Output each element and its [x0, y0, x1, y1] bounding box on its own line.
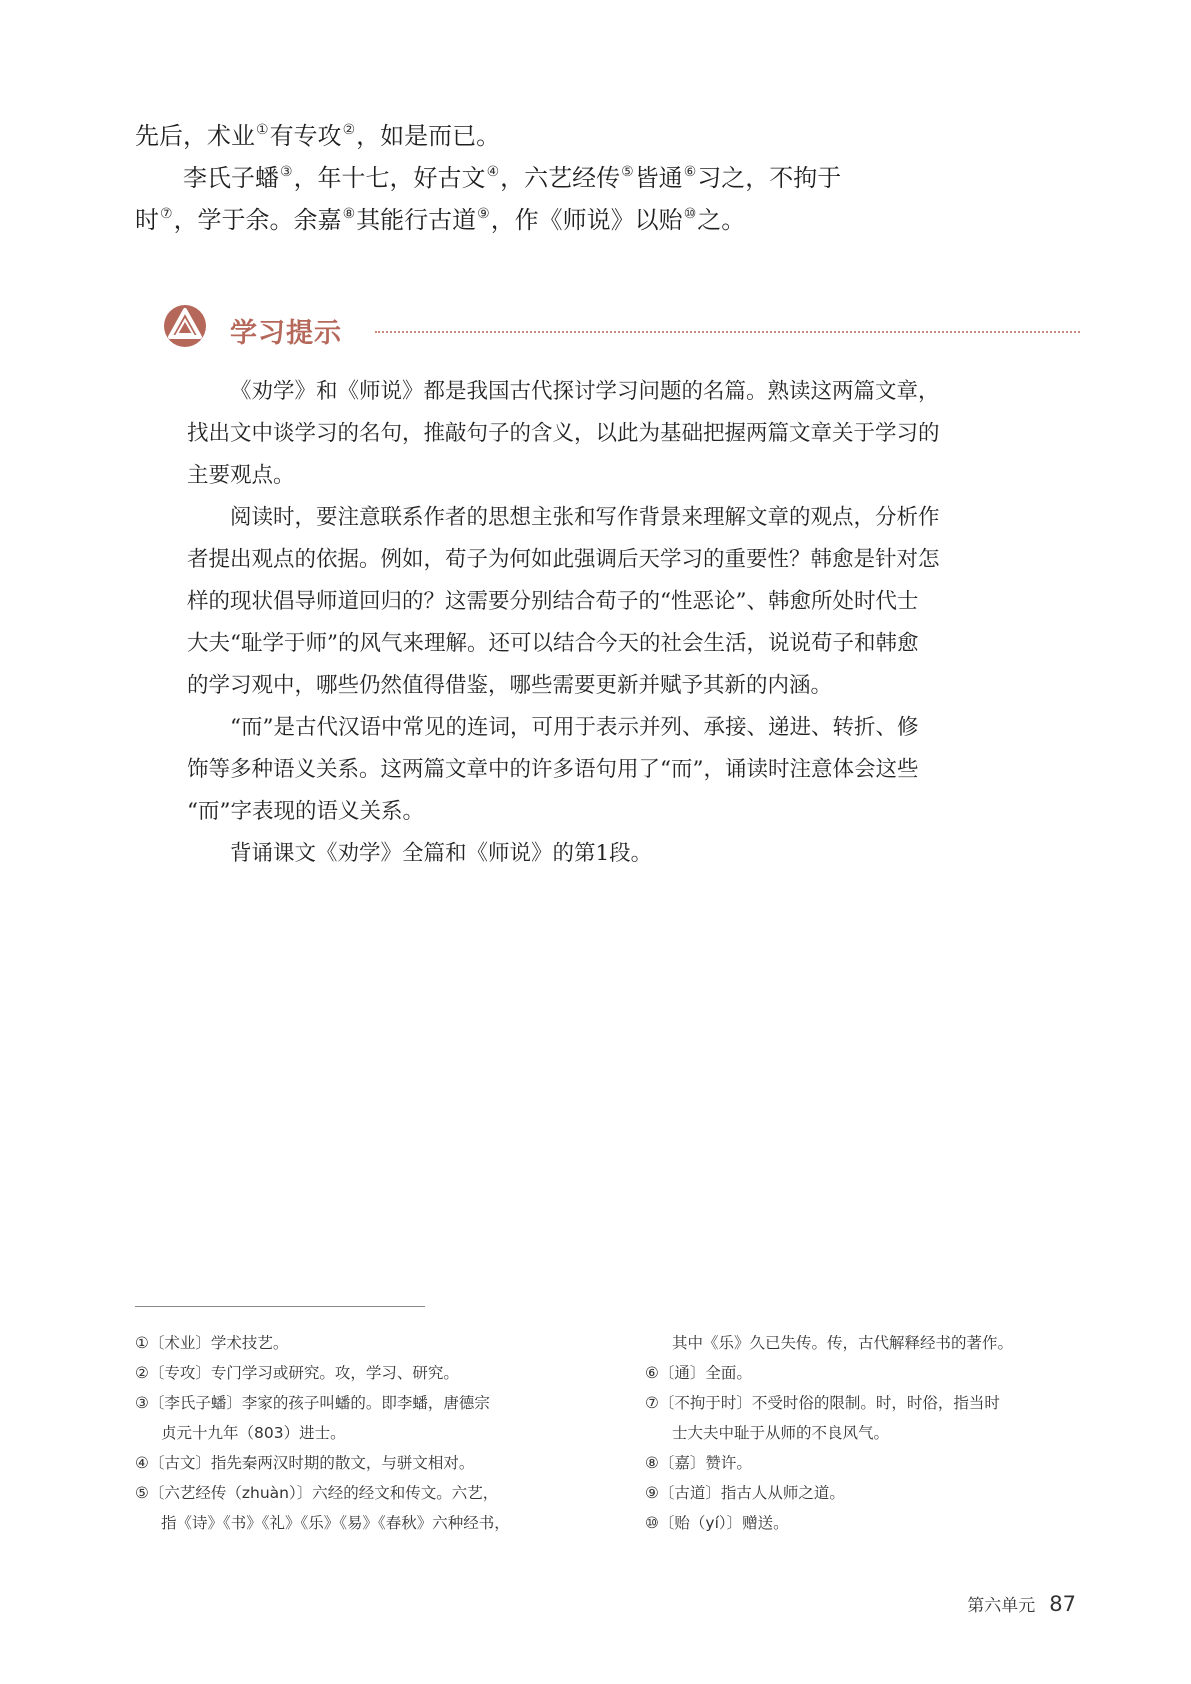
footnote-ref: ⑧	[342, 206, 356, 222]
footnote-ref: ⑨	[477, 206, 490, 222]
footnote-ref: ②	[342, 122, 356, 138]
footnote-line: 士大夫中耻于从师的不良风气。	[672, 1424, 890, 1442]
tip-line: 的学习观中，哪些仍然值得借鉴，哪些需要更新并赋予其新的内涵。	[187, 673, 833, 698]
footnote-line: 其中《乐》久已失传。传，古代解释经书的著作。	[672, 1334, 1014, 1352]
page-footer	[967, 1591, 1076, 1616]
tip-line: 主要观点。	[187, 463, 295, 488]
footnote-line: ⑤〔六艺经传（zhuàn）〕六经的经文和传文。六艺，	[135, 1484, 499, 1502]
footnote-ref: ⑦	[160, 206, 173, 222]
tip-line: 阅读时，要注意联系作者的思想主张和写作背景来理解文章的观点，分析作	[230, 505, 940, 530]
study-tip-triangle-icon	[160, 303, 210, 349]
dotted-divider	[375, 331, 1080, 333]
footnote-line: ⑧〔嘉〕赞许。	[645, 1454, 752, 1472]
footnote-line: ⑨〔古道〕指古人从师之道。	[645, 1484, 845, 1502]
footnote-ref: ①	[256, 122, 269, 138]
footnote-line: ②〔专攻〕专门学习或研究。攻，学习、研究。	[135, 1364, 459, 1382]
footnote-line: ⑩〔贻（yí）〕赠送。	[645, 1514, 789, 1532]
tip-line: 样的现状倡导师道回归的？这需要分别结合荀子的“性恶论”、韩愈所处时代士	[187, 589, 919, 614]
footnote-line: 指《诗》《书》《礼》《乐》《易》《春秋》六种经书，	[161, 1514, 510, 1532]
passage-line-1: 先后，术业①有专攻②，如是而已。	[135, 122, 501, 150]
tip-line: “而”字表现的语义关系。	[187, 799, 424, 824]
study-tips-title: 学习提示	[230, 318, 342, 349]
tip-line: 《劝学》和《师说》都是我国古代探讨学习问题的名篇。熟读这两篇文章，	[230, 379, 940, 404]
page-number: 87	[1049, 1592, 1076, 1616]
footnote-line: ④〔古文〕指先秦两汉时期的散文，与骈文相对。	[135, 1454, 475, 1472]
footnote-ref: ⑩	[683, 206, 697, 222]
study-tips-header	[160, 303, 1080, 355]
passage-line-2: 李氏子蟠③，年十七，好古文④，六艺经传⑤皆通⑥习之，不拘于	[183, 164, 842, 192]
footnote-line: ①〔术业〕学术技艺。	[135, 1334, 289, 1352]
passage-line-3: 时⑦，学于余。余嘉⑧其能行古道⑨，作《师说》以贻⑩之。	[135, 206, 746, 234]
tip-line: “而”是古代汉语中常见的连词，可用于表示并列、承接、递进、转折、修	[230, 715, 919, 740]
footnote-ref: ③	[280, 164, 293, 180]
footnote-rule	[135, 1306, 425, 1307]
footnote-line: 贞元十九年（803）进士。	[161, 1424, 346, 1442]
tip-line: 者提出观点的依据。例如，荀子为何如此强调后天学习的重要性？韩愈是针对怎	[187, 547, 940, 572]
footnote-ref: ⑤	[621, 164, 634, 180]
footnote-line: ⑥〔通〕全面。	[645, 1364, 752, 1382]
tip-line: 大夫“耻学于师”的风气来理解。还可以结合今天的社会生活，说说荀子和韩愈	[187, 631, 919, 656]
footnote-line: ③〔李氏子蟠〕李家的孩子叫蟠的。即李蟠，唐德宗	[135, 1394, 490, 1412]
footnote-ref: ④	[486, 164, 500, 180]
footnote-line: ⑦〔不拘于时〕不受时俗的限制。时，时俗，指当时	[645, 1394, 1000, 1412]
tip-line: 背诵课文《劝学》全篇和《师说》的第1段。	[230, 841, 653, 866]
tip-line: 找出文中谈学习的名句，推敲句子的含义，以此为基础把握两篇文章关于学习的	[187, 421, 940, 446]
tip-line: 饰等多种语义关系。这两篇文章中的许多语句用了“而”，诵读时注意体会这些	[187, 757, 919, 782]
unit-label: 第六单元	[967, 1596, 1036, 1616]
footnote-ref: ⑥	[683, 164, 697, 180]
